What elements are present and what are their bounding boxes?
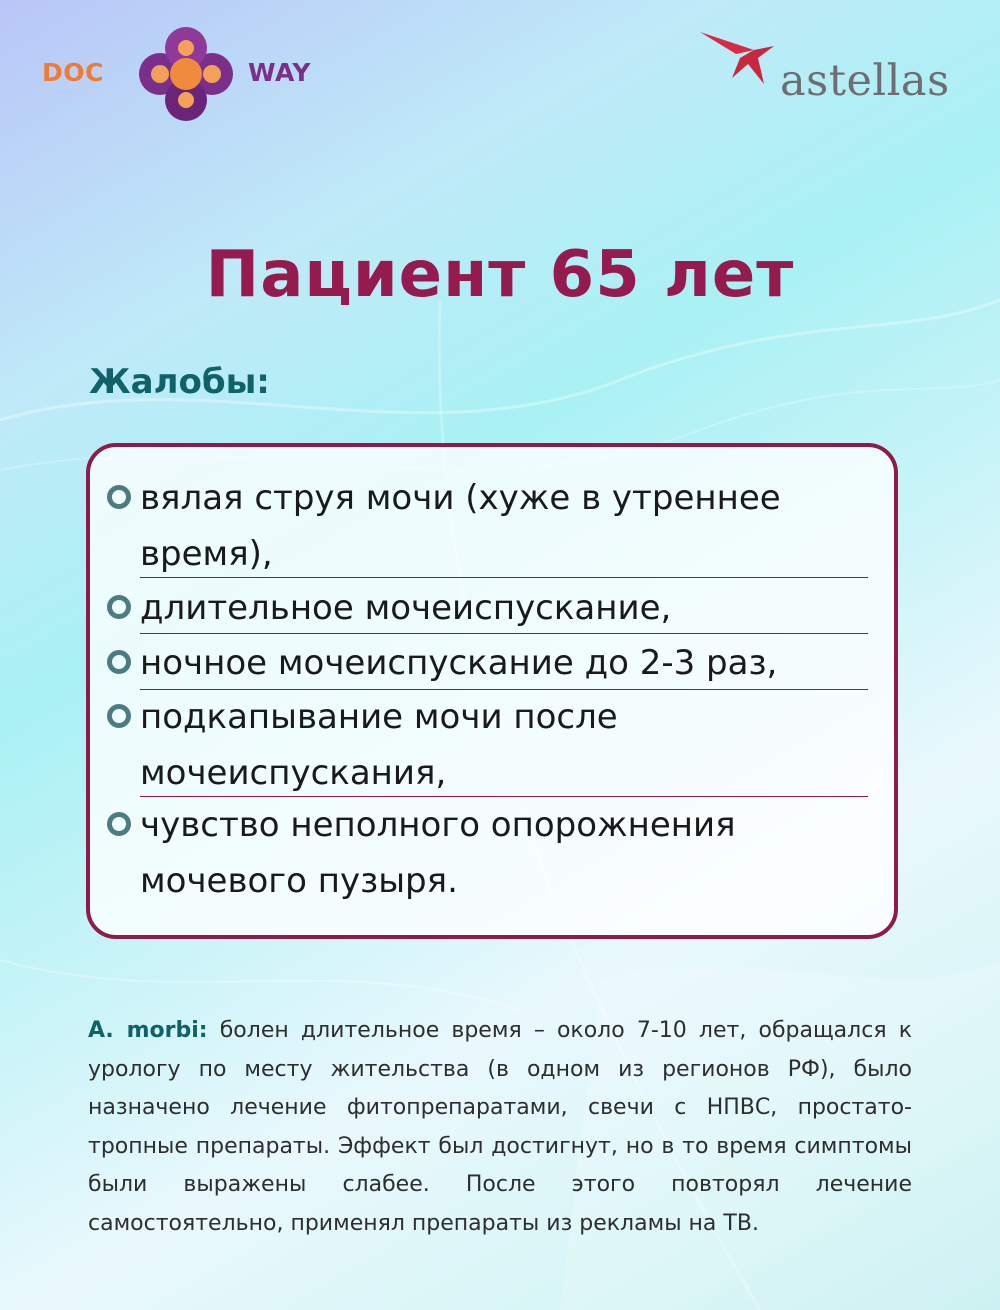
complaint-line: подкапывание мочи после [140, 697, 618, 737]
divider [140, 577, 868, 578]
anamnesis-lead: A. morbi: [88, 1018, 208, 1043]
ring-bullet-icon [107, 812, 131, 836]
docway-logo-doc: DOC [42, 58, 104, 87]
astellas-star-icon [696, 24, 786, 104]
complaint-line: время), [140, 534, 273, 574]
docway-logo [42, 26, 332, 122]
anamnesis-text: болен длительное время – около 7-10 лет, обращался к урологу по месту жительства (в одном из регионов РФ), было назначено лечение фитопрепаратами, свечи с НПВС, простато-тропные препараты. Эффект был достигнут, но в то время симптомы были выражены слабее. После этого повторял лечение самостоятельно, применял препараты из рекламы на ТВ. [88, 1018, 912, 1236]
divider [140, 633, 868, 634]
complaints-card [86, 443, 898, 939]
docway-molecule-icon [130, 26, 242, 122]
ring-bullet-icon [107, 650, 131, 674]
docway-logo-way: WAY [248, 58, 312, 87]
complaint-line: ночное мочеиспускание до 2-3 раз, [140, 643, 778, 683]
astellas-wordmark: astellas [780, 56, 950, 106]
astellas-logo [696, 24, 956, 104]
ring-bullet-icon [107, 485, 131, 509]
complaint-line: вялая струя мочи (хуже в утреннее [140, 478, 781, 518]
complaint-line: длительное мочеиспускание, [140, 588, 672, 628]
complaints-heading: Жалобы: [89, 362, 270, 402]
page-title: Пациент 65 лет [205, 238, 795, 312]
anamnesis-paragraph [88, 1012, 912, 1243]
complaint-line: мочеиспускания, [140, 753, 447, 793]
ring-bullet-icon [107, 595, 131, 619]
complaint-line: мочевого пузыря. [140, 861, 458, 901]
ring-bullet-icon [107, 704, 131, 728]
complaint-line: чувство неполного опорожнения [140, 805, 736, 845]
